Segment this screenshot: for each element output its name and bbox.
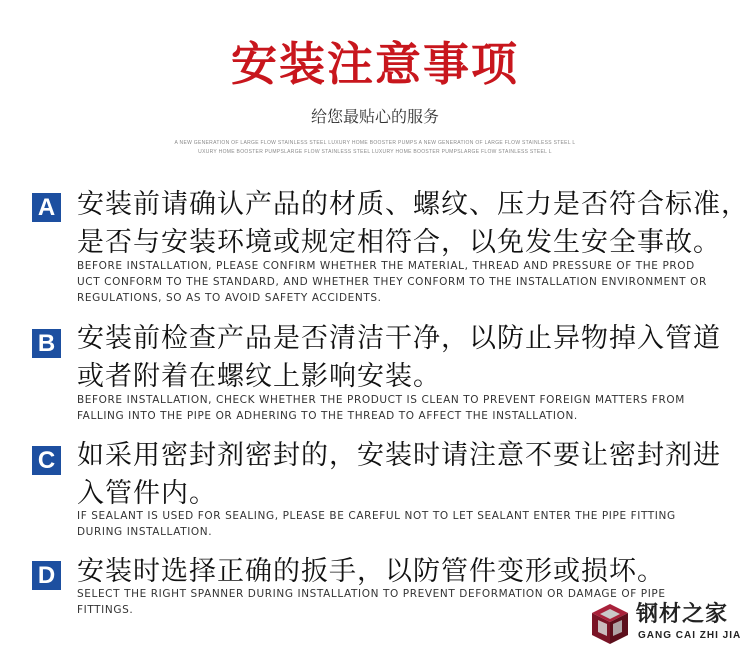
- brand-logo: [590, 600, 745, 650]
- notice-zh-line: 或者附着在螺纹上影响安装。: [77, 361, 441, 392]
- notice-en-line: FITTINGS.: [77, 604, 134, 616]
- notice-en-line: DURING INSTALLATION.: [77, 526, 213, 538]
- notice-zh-line: 是否与安装环境或规定相符合，以免发生安全事故。: [77, 227, 721, 258]
- notice-zh-line: 安装前请确认产品的材质、螺纹、压力是否符合标准，: [77, 189, 749, 220]
- logo-pinyin: GANG CAI ZHI JIA: [638, 630, 742, 641]
- logo-name: 钢材之家: [636, 602, 729, 627]
- page-title: 安装注意事项: [231, 37, 519, 91]
- notice-en-line: FALLING INTO THE PIPE OR ADHERING TO THE THREAD TO AFFECT THE INSTALLATION.: [77, 410, 578, 422]
- notice-zh-line: 安装前检查产品是否清洁干净，以防止异物掉入管道: [77, 323, 721, 354]
- notice-zh-line: 如采用密封剂密封的，安装时请注意不要让密封剂进: [77, 440, 721, 471]
- cube-logo-icon: [590, 602, 630, 646]
- notice-zh-line: 安装时选择正确的扳手，以防管件变形或损坏。: [77, 556, 665, 587]
- notice-en-line: SELECT THE RIGHT SPANNER DURING INSTALLATION TO PREVENT DEFORMATION OR DAMAGE OF PIPE: [77, 588, 666, 600]
- letter-badge: C: [32, 446, 61, 475]
- letter-badge: D: [32, 561, 61, 590]
- notice-en-line: BEFORE INSTALLATION, PLEASE CONFIRM WHETHER THE MATERIAL, THREAD AND PRESSURE OF THE PROD: [77, 260, 695, 272]
- notice-en-line: BEFORE INSTALLATION, CHECK WHETHER THE PRODUCT IS CLEAN TO PREVENT FOREIGN MATTERS FROM: [77, 394, 685, 406]
- notice-en-line: IF SEALANT IS USED FOR SEALING, PLEASE BE CAREFUL NOT TO LET SEALANT ENTER THE PIPE FITTING: [77, 510, 676, 522]
- page-subtitle: 给您最贴心的服务: [310, 107, 439, 126]
- notice-en-line: REGULATIONS, SO AS TO AVOID SAFETY ACCIDENTS.: [77, 292, 382, 304]
- tagline-line-2: UXURY HOME BOOSTER PUMPSLARGE FLOW STAINLESS STEEL LUXURY HOME BOOSTER PUMPSLARGE FLOW STAINLESS STEEL L: [198, 149, 552, 155]
- letter-badge: B: [32, 329, 61, 358]
- notice-zh-line: 入管件内。: [77, 478, 217, 509]
- tagline-line-1: A NEW GENERATION OF LARGE FLOW STAINLESS STEEL LUXURY HOME BOOSTER PUMPS A NEW GENERATION OF LARGE FLOW STAINLESS STEEL L: [174, 140, 576, 146]
- notice-en-line: UCT CONFORM TO THE STANDARD, AND WHETHER THEY CONFORM TO THE INSTALLATION ENVIRONMENT OR: [77, 276, 707, 288]
- letter-badge: A: [32, 193, 61, 222]
